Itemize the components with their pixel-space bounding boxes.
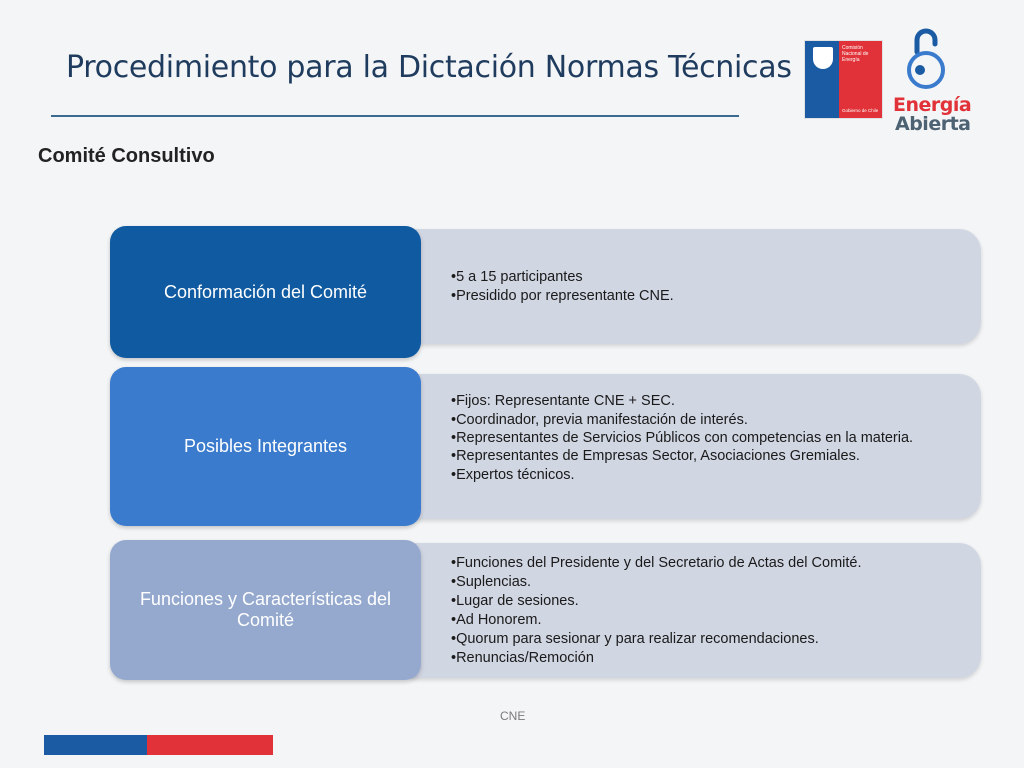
list-item: •Suplencias.: [451, 574, 532, 590]
row-label-conformacion: Conformación del Comité: [110, 226, 421, 358]
row-list-conformacion: [451, 268, 945, 306]
page-title: Procedimiento para la Dictación Normas Técnicas: [66, 50, 792, 85]
energia-abierta-logo: [893, 24, 971, 134]
list-item: •Funciones del Presidente y del Secretario de Actas del Comité.: [451, 555, 862, 571]
title-divider: [51, 115, 739, 117]
footer-label: CNE: [500, 709, 526, 723]
list-item: •Coordinador, previa manifestación de interés.: [451, 412, 748, 428]
shield-icon: [813, 47, 833, 69]
gobierno-logo: [804, 40, 883, 119]
list-item: •Presidido por representante CNE.: [451, 288, 674, 304]
logo-text: [842, 45, 880, 63]
row-label-integrantes: Posibles Integrantes: [110, 367, 421, 526]
list-item: •Quorum para sesionar y para realizar recomendaciones.: [451, 631, 819, 647]
logo-line2: Nacional de: [842, 51, 869, 57]
list-item: •Lugar de sesiones.: [451, 593, 579, 609]
list-item: •Renuncias/Remoción: [451, 650, 594, 666]
list-item: •Expertos técnicos.: [451, 467, 575, 483]
logo-bottom-text: Gobierno de Chile: [842, 108, 879, 113]
row-list-funciones: [451, 554, 945, 668]
row-label-funciones: Funciones y Características del Comité: [110, 540, 421, 680]
list-item: •Ad Honorem.: [451, 612, 542, 628]
logo-line1: Comisión: [842, 45, 863, 51]
footer-bar-red: [147, 735, 273, 755]
row-list-integrantes: [451, 392, 945, 485]
logo-word-energia: Energía: [893, 94, 972, 116]
logo-line3: Energía: [842, 57, 860, 63]
list-item: •5 a 15 participantes: [451, 269, 583, 285]
list-item: •Representantes de Servicios Públicos con competencias en la materia.: [451, 430, 914, 446]
logo-word-abierta: Abierta: [895, 113, 971, 135]
list-item: •Representantes de Empresas Sector, Asociaciones Gremiales.: [451, 448, 860, 464]
footer-bar-blue: [44, 735, 147, 755]
section-subtitle: Comité Consultivo: [38, 145, 215, 167]
lock-icon: [907, 26, 945, 94]
list-item: •Fijos: Representante CNE + SEC.: [451, 393, 675, 409]
